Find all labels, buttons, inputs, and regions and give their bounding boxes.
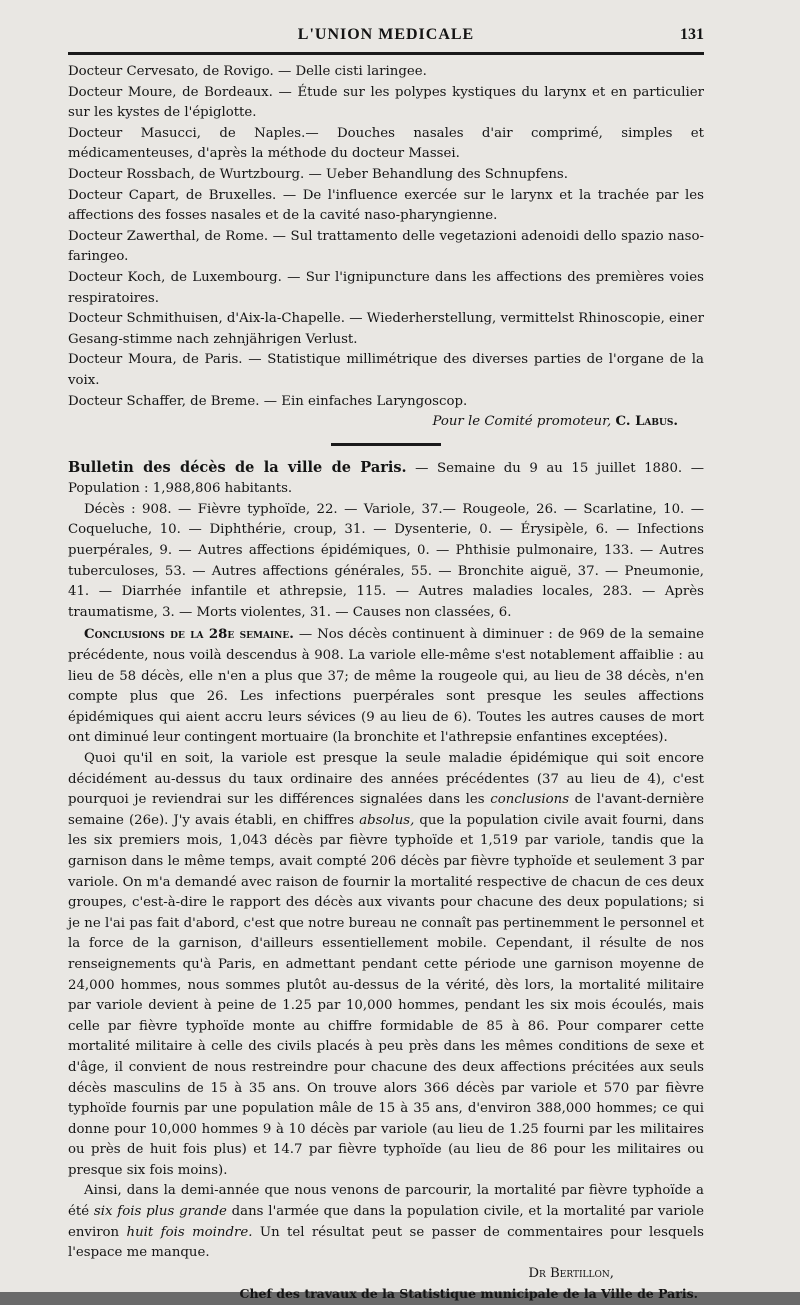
list-item: Docteur Moure, de Bordeaux. — Étude sur les polypes kystiques du larynx et en particulier sur les kystes de l'épiglotte. [68, 84, 704, 121]
bulletin-section [68, 458, 704, 1305]
communication-title: Douches nasales d'air comprimé, simples et médicamenteuses, d'après la méthode du docteur Massei. [68, 125, 704, 162]
communication-title: Ueber Behandlung des Schnupfens. [326, 166, 568, 182]
text-run: Un tel résultat peut se passer de commentaires pour lesquels l'espace me manque. [68, 1224, 704, 1261]
list-item: Docteur Rossbach, de Wurtzbourg. — Ueber Behandlung des Schnupfens. [68, 166, 568, 182]
emphasis: absolus, [359, 812, 415, 828]
bulletin-heading [68, 458, 704, 500]
communication-title: Statistique millimétrique des diverses parties de l'organe de la voix. [68, 352, 704, 388]
communication-title: Ein einfaches Laryngoscop. [281, 393, 468, 409]
committee-signature [68, 412, 704, 433]
body-paragraph [68, 1181, 704, 1263]
text-run: dans l'armée que dans la population civile, et la mortalité par variole environ [68, 1204, 705, 1240]
emphasis: six fois plus grande [93, 1204, 227, 1220]
text-run: de l'avant-dernière semaine (26e). J'y avais établi, en chiffres [68, 792, 705, 828]
list-item: Docteur Moura, de Paris. — Statistique millimétrique des diverses parties de l'organe de la voix. [68, 352, 704, 388]
list-item: Docteur Schaffer, de Breme. — Ein einfaches Laryngoscop. [68, 393, 468, 409]
body-paragraph [68, 749, 704, 1181]
list-item: Docteur Schmithuisen, d'Aix-la-Chapelle. — Wiederherstellung, vermittelst Rhinoscopie, einer Gesang-stimme nach zehnjährigen Verlust. [68, 311, 704, 347]
list-item: Docteur Koch, de Luxembourg. — Sur l'ignipuncture dans les affections des premières voies respiratoires. [68, 269, 704, 306]
list-item: Docteur Masucci, de Naples.— Douches nasales d'air comprimé, simples et médicamenteuses, d'après la méthode du docteur Massei. [68, 125, 704, 162]
text-run: Ainsi, dans la demi-année que nous venons de parcourir, la mortalité par fièvre typhoïde a été [68, 1183, 704, 1220]
list-item: Docteur Zawerthal, de Rome. — Sul trattamento delle vegetazioni adenoidi dello spazio naso-faringeo. [68, 228, 704, 265]
conclusions-label: Conclusions de la 28e semaine. [84, 627, 294, 643]
bulletin-title: Bulletin des décès de la ville de Paris. [68, 458, 407, 476]
author: Docteur Rossbach, de Wurtzbourg. [68, 166, 305, 182]
communication-title: Sur l'ignipuncture dans les affections des premières voies respiratoires. [68, 269, 704, 306]
signature-role: Chef des travaux de la Statistique municipale de la Ville de Paris. [239, 1286, 698, 1302]
author: Docteur Moure, de Bordeaux. [68, 84, 273, 100]
communication-title: Étude sur les polypes kystiques du larynx et en particulier sur les kystes de l'épiglotte. [68, 84, 704, 121]
page-body [68, 62, 704, 1305]
list-item: Docteur Cervesato, de Rovigo. — Delle cisti laringee. [68, 64, 427, 79]
author: Docteur Cervesato, de Rovigo. [68, 64, 274, 79]
conclusions-paragraph [68, 625, 704, 749]
section-divider [331, 443, 441, 446]
communication-title: Sul trattamento delle vegetazioni adenoidi dello spazio naso-faringeo. [68, 228, 704, 265]
author: Docteur Koch, de Luxembourg. [68, 269, 282, 285]
signature-name: Dr Bertillon, [528, 1265, 614, 1281]
emphasis: conclusions [490, 792, 570, 808]
author: Docteur Zawerthal, de Rome. [68, 228, 269, 244]
emphasis: huit fois moindre. [126, 1224, 253, 1240]
author: Docteur Masucci, de Naples. [68, 125, 306, 141]
communication-title: Delle cisti laringee. [295, 64, 427, 79]
author: Docteur Moura, de Paris. [68, 352, 243, 368]
committee-name: C. Labus. [615, 414, 678, 430]
conclusions-text: — Nos décès continuent à diminuer : de 969 de la semaine précédente, nous voilà descendus à 908. La variole elle-même s'est notablement affaiblie : au lieu de 58 décès, elle n'en a plus que 37; de même la rougeole qui, au lieu de 38 décès, n'en compte plus que 26. Les infections puerpérales sont presque les seules affections épidémiques qui aient accru leurs sévices (9 au lieu de 6). Toutes les autres causes de mort ont diminué leur contingent mortuaire (la bronchite et l'athrepsie enfantines exceptées). [68, 627, 704, 746]
journal-title: L'UNION MEDICALE [297, 26, 475, 43]
communications-list [68, 62, 704, 433]
bulletin-subtitle: — Semaine du 9 au 15 juillet 1880. — Population : 1,988,806 habitants. [68, 460, 705, 497]
author: Docteur Capart, de Bruxelles. [68, 187, 277, 203]
communication-title: De l'influence exercée sur le larynx et la trachée par les affections des fosses nasales et de la cavité naso-pharyngienne. [68, 187, 704, 224]
running-header [68, 22, 704, 55]
communication-title: Wiederherstellung, vermittelst Rhinoscopie, einer Gesang-stimme nach zehnjährigen Verlust. [68, 311, 704, 347]
author: Docteur Schaffer, de Breme. [68, 393, 260, 409]
page-number: 131 [680, 26, 704, 43]
author: Docteur Schmithuisen, d'Aix-la-Chapelle. [68, 311, 345, 327]
text-run: que la population civile avait fourni, dans les six premiers mois, 1,043 décès par fièvre typhoïde et 1,519 par variole, tandis que la garnison dans le même temps, avait compté 206 décès par fièvre typhoïde et seulement 3 par variole. On m'a demandé avec raison de fournir la mortalité respective de chacun de ces deux groupes, c'est-à-dire le rapport des décès aux vivants pour chacune des deux populations; si je ne l'ai pas fait d'abord, c'est que notre bureau ne connaît pas pertinemment le personnel et la force de la garnison, d'ailleurs essentiellement mobile. Cependant, il résulte de nos renseignements qu'à Paris, en admettant pendant cette période une garnison moyenne de 24,000 hommes, nous sommes plutôt au-dessus de la vérité, dès lors, la mortalité militaire par variole devient à peine de 1.25 par 10,000 hommes, pendant les six mois écoulés, mais celle par fièvre typhoïde monte au chiffre formidable de 85 à 86. Pour comparer cette mortalité militaire à celle des civils placés à peu près dans les mêmes conditions de sexe et d'âge, il convient de nous restreindre pour chacune des deux affections précitées aux seuls décès masculins de 15 à 35 ans. On trouve alors 366 décès par variole et 570 par fièvre typhoïde fournis par une population mâle de 15 à 35 ans, d'environ 388,000 hommes; ce qui donne pour 10,000 hommes 9 à 10 décès par variole (au lieu de 1.25 fourni par les militaires ou près de huit fois plus) et 14.7 par fièvre typhoïde (au lieu de 86 pour les militaires ou presque six fois moins). [68, 812, 705, 1178]
list-item: Docteur Capart, de Bruxelles. — De l'influence exercée sur le larynx et la trachée par les affections des fosses nasales et de la cavité naso-pharyngienne. [68, 187, 704, 224]
deaths-paragraph: Décès : 908. — Fièvre typhoïde, 22. — Variole, 37.— Rougeole, 26. — Scarlatine, 10. — Coqueluche, 10. — Diphthérie, croup, 31. — Dysenterie, 0. — Érysipèle, 6. — Infections puerpérales, 9. — Autres affections épidémiques, 0. — Phthisie pulmonaire, 133. — Autres tuberculoses, 53. — Autres affections générales, 55. — Bronchite aiguë, 37. — Pneumonie, 41. — Diarrhée infantile et athrepsie, 115. — Autres maladies locales, 283. — Après traumatisme, 3. — Morts violentes, 31. — Causes non classées, 6. [68, 501, 704, 620]
text-run: Quoi qu'il en soit, la variole est presque la seule maladie épidémique qui soit encore décidément au-dessus du taux ordinaire des années précédentes (37 au lieu de 4), c'est pourquoi je reviendrai sur les différences signalées dans les [68, 751, 704, 808]
committee-text: Pour le Comité promoteur, [432, 414, 612, 430]
